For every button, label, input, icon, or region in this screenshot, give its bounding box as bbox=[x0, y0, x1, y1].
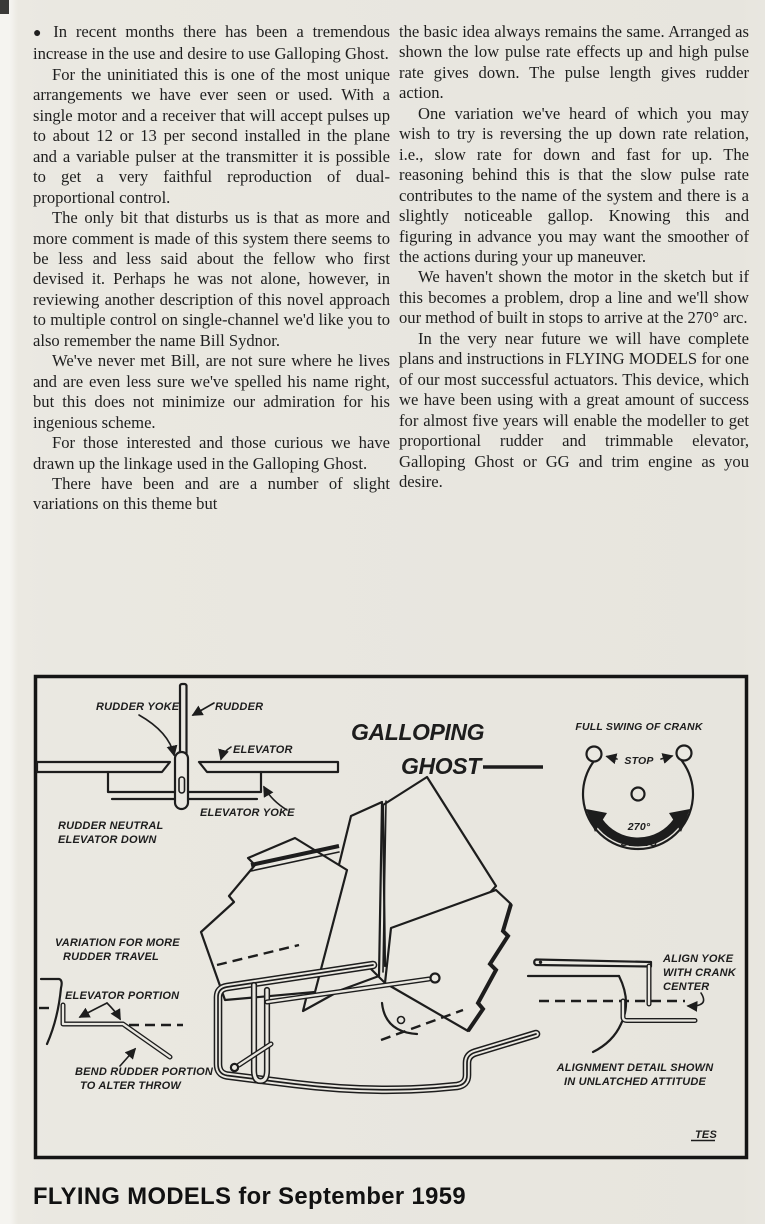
elevator-yoke-label: ELEVATOR YOKE bbox=[200, 807, 295, 819]
rudder-label: RUDDER bbox=[215, 701, 264, 713]
crank-swing-detail bbox=[575, 721, 703, 849]
monogram-text: TES bbox=[695, 1129, 717, 1141]
crank-center-hole bbox=[632, 788, 645, 801]
alignment-caption-line2: IN UNLATCHED ATTITUDE bbox=[563, 1076, 707, 1088]
galloping-ghost-diagram bbox=[33, 674, 749, 1160]
variation-label-line2: RUDDER TRAVEL bbox=[63, 951, 159, 963]
paragraph-text: In recent months there has been a tremendous increase in the use and desire to use Galloping Ghost. bbox=[33, 22, 390, 64]
diagram-title bbox=[351, 719, 543, 779]
elevator-portion-label: ELEVATOR PORTION bbox=[65, 990, 180, 1002]
article-left-column bbox=[33, 22, 390, 515]
paragraph: We haven't shown the motor in the sketch but if this becomes a problem, drop a line and we'll show our method of built in stops to arrive at the 270° arc. bbox=[399, 267, 749, 328]
crank-circle bbox=[583, 760, 693, 849]
stabilizer-left-half bbox=[37, 762, 170, 772]
elevator-portion-arrow-right bbox=[107, 1003, 120, 1019]
paragraph: The only bit that disturbs us is that as more and more comment is made of this system there seems to be less and less said about the fellow who first devised it. Perhaps he was not alone, however, in reviewing another description of this novel approach to multiple control on single-channel we'd like you to also remember the name Bill Sydnor. bbox=[33, 208, 390, 350]
stop-arrow-right bbox=[661, 756, 672, 759]
rear-view-detail bbox=[37, 684, 338, 846]
rudder-yoke-label: RUDDER YOKE bbox=[96, 701, 180, 713]
yoke-pivot-dot bbox=[539, 961, 542, 964]
stabilizer-right-half bbox=[199, 762, 338, 772]
bullet-icon: ● bbox=[33, 26, 47, 41]
scan-artifact bbox=[0, 0, 9, 14]
rudder-u-wire bbox=[254, 985, 267, 1081]
align-label-line1: ALIGN YOKE bbox=[663, 953, 734, 965]
bend-arrow bbox=[120, 1049, 135, 1066]
alignment-caption-line1: ALIGNMENT DETAIL SHOWN bbox=[556, 1062, 714, 1074]
paragraph: For the uninitiated this is one of the most unique arrangements we have ever seen or used. With a single motor and a receiver that will accept pulses up to about 12 or 13 per second installed in the plane and a variable pulser at the transmitter it is possible to get a very faithful reproduction of dual-proportional control. bbox=[33, 64, 390, 207]
rudder-yoke-arrow bbox=[139, 715, 174, 755]
bend-label-line2: TO ALTER THROW bbox=[80, 1080, 181, 1092]
align-label-line3: CENTER bbox=[663, 981, 710, 993]
paragraph: One variation we've heard of which you may wish to try is reversing the up down rate relation, i.e., slow rate for down and fast for up. The reasoning behind this is that the slow pulse rate contributes to the name of the system and there is a slightly noticeable gallop. Knowing this and figuring in advance you may want the smoother of the actions during your up maneuver. bbox=[399, 103, 749, 266]
paragraph: There have been and are a number of slight variations on this theme but bbox=[33, 473, 390, 514]
paragraph: We've never met Bill, are not sure where he lives and are even less sure we've spelled his name right, but this does not minimize our admiration for his ingenious scheme. bbox=[33, 351, 390, 432]
paragraph bbox=[33, 22, 390, 65]
paragraph: For those interested and those curious we have drawn up the linkage used in the Galloping Ghost. bbox=[33, 433, 390, 473]
page-footer: FLYING MODELS for September 1959 bbox=[33, 1183, 466, 1210]
linkage-grommet bbox=[398, 1017, 405, 1024]
paragraph: In the very near future we will have complete plans and instructions in FLYING MODELS for one of our most successful actuators. This device, which we have been using with a great amount of success for almost five years will enable the modeller to get proportional rudder and trimmable elevator, Galloping Ghost or GG and trim engine as you desire. bbox=[399, 328, 749, 491]
elevator-label: ELEVATOR bbox=[233, 744, 293, 756]
crank-ball-end bbox=[231, 1064, 238, 1071]
artist-monogram bbox=[691, 1129, 717, 1141]
full-swing-label: FULL SWING OF CRANK bbox=[575, 721, 703, 733]
alignment-detail bbox=[528, 953, 737, 1088]
rudder-stick bbox=[180, 684, 187, 756]
caption-elevator-down: ELEVATOR DOWN bbox=[58, 834, 157, 846]
align-label-line2: WITH CRANK bbox=[663, 967, 736, 979]
caption-rudder-neutral: RUDDER NEUTRAL bbox=[58, 820, 164, 832]
swing-degrees-label: 270° bbox=[627, 821, 651, 833]
paragraph: the basic idea always remains the same. Arranged as shown the low pulse rate effects up and high pulse rate gives down. The pulse length gives rudder action. bbox=[399, 22, 749, 103]
variation-detail bbox=[39, 937, 214, 1092]
fuselage-outline bbox=[41, 979, 62, 1044]
stop-label: STOP bbox=[624, 755, 654, 767]
article-right-column bbox=[399, 22, 749, 492]
swing-word-label: SWING bbox=[620, 837, 658, 849]
variation-label-line1: VARIATION FOR MORE bbox=[55, 937, 180, 949]
crank-detail-wire bbox=[623, 1001, 695, 1021]
align-arrow bbox=[688, 993, 704, 1006]
title-line2: GHOST bbox=[401, 753, 481, 779]
elevator-arrow bbox=[221, 747, 231, 759]
bend-label-line1: BEND RUDDER PORTION bbox=[75, 1066, 214, 1078]
stop-arrow-left bbox=[607, 757, 617, 760]
rudder-arrow bbox=[193, 703, 214, 715]
rudder-yoke-capsule bbox=[175, 752, 188, 809]
yoke-arm bbox=[534, 960, 651, 967]
title-line1: GALLOPING bbox=[351, 719, 485, 745]
tail-linkage-sketch bbox=[201, 777, 536, 1090]
stop-pin-right bbox=[677, 746, 692, 761]
stop-pin-left bbox=[587, 747, 602, 762]
elevator-portion-arrow-left bbox=[80, 1003, 107, 1017]
